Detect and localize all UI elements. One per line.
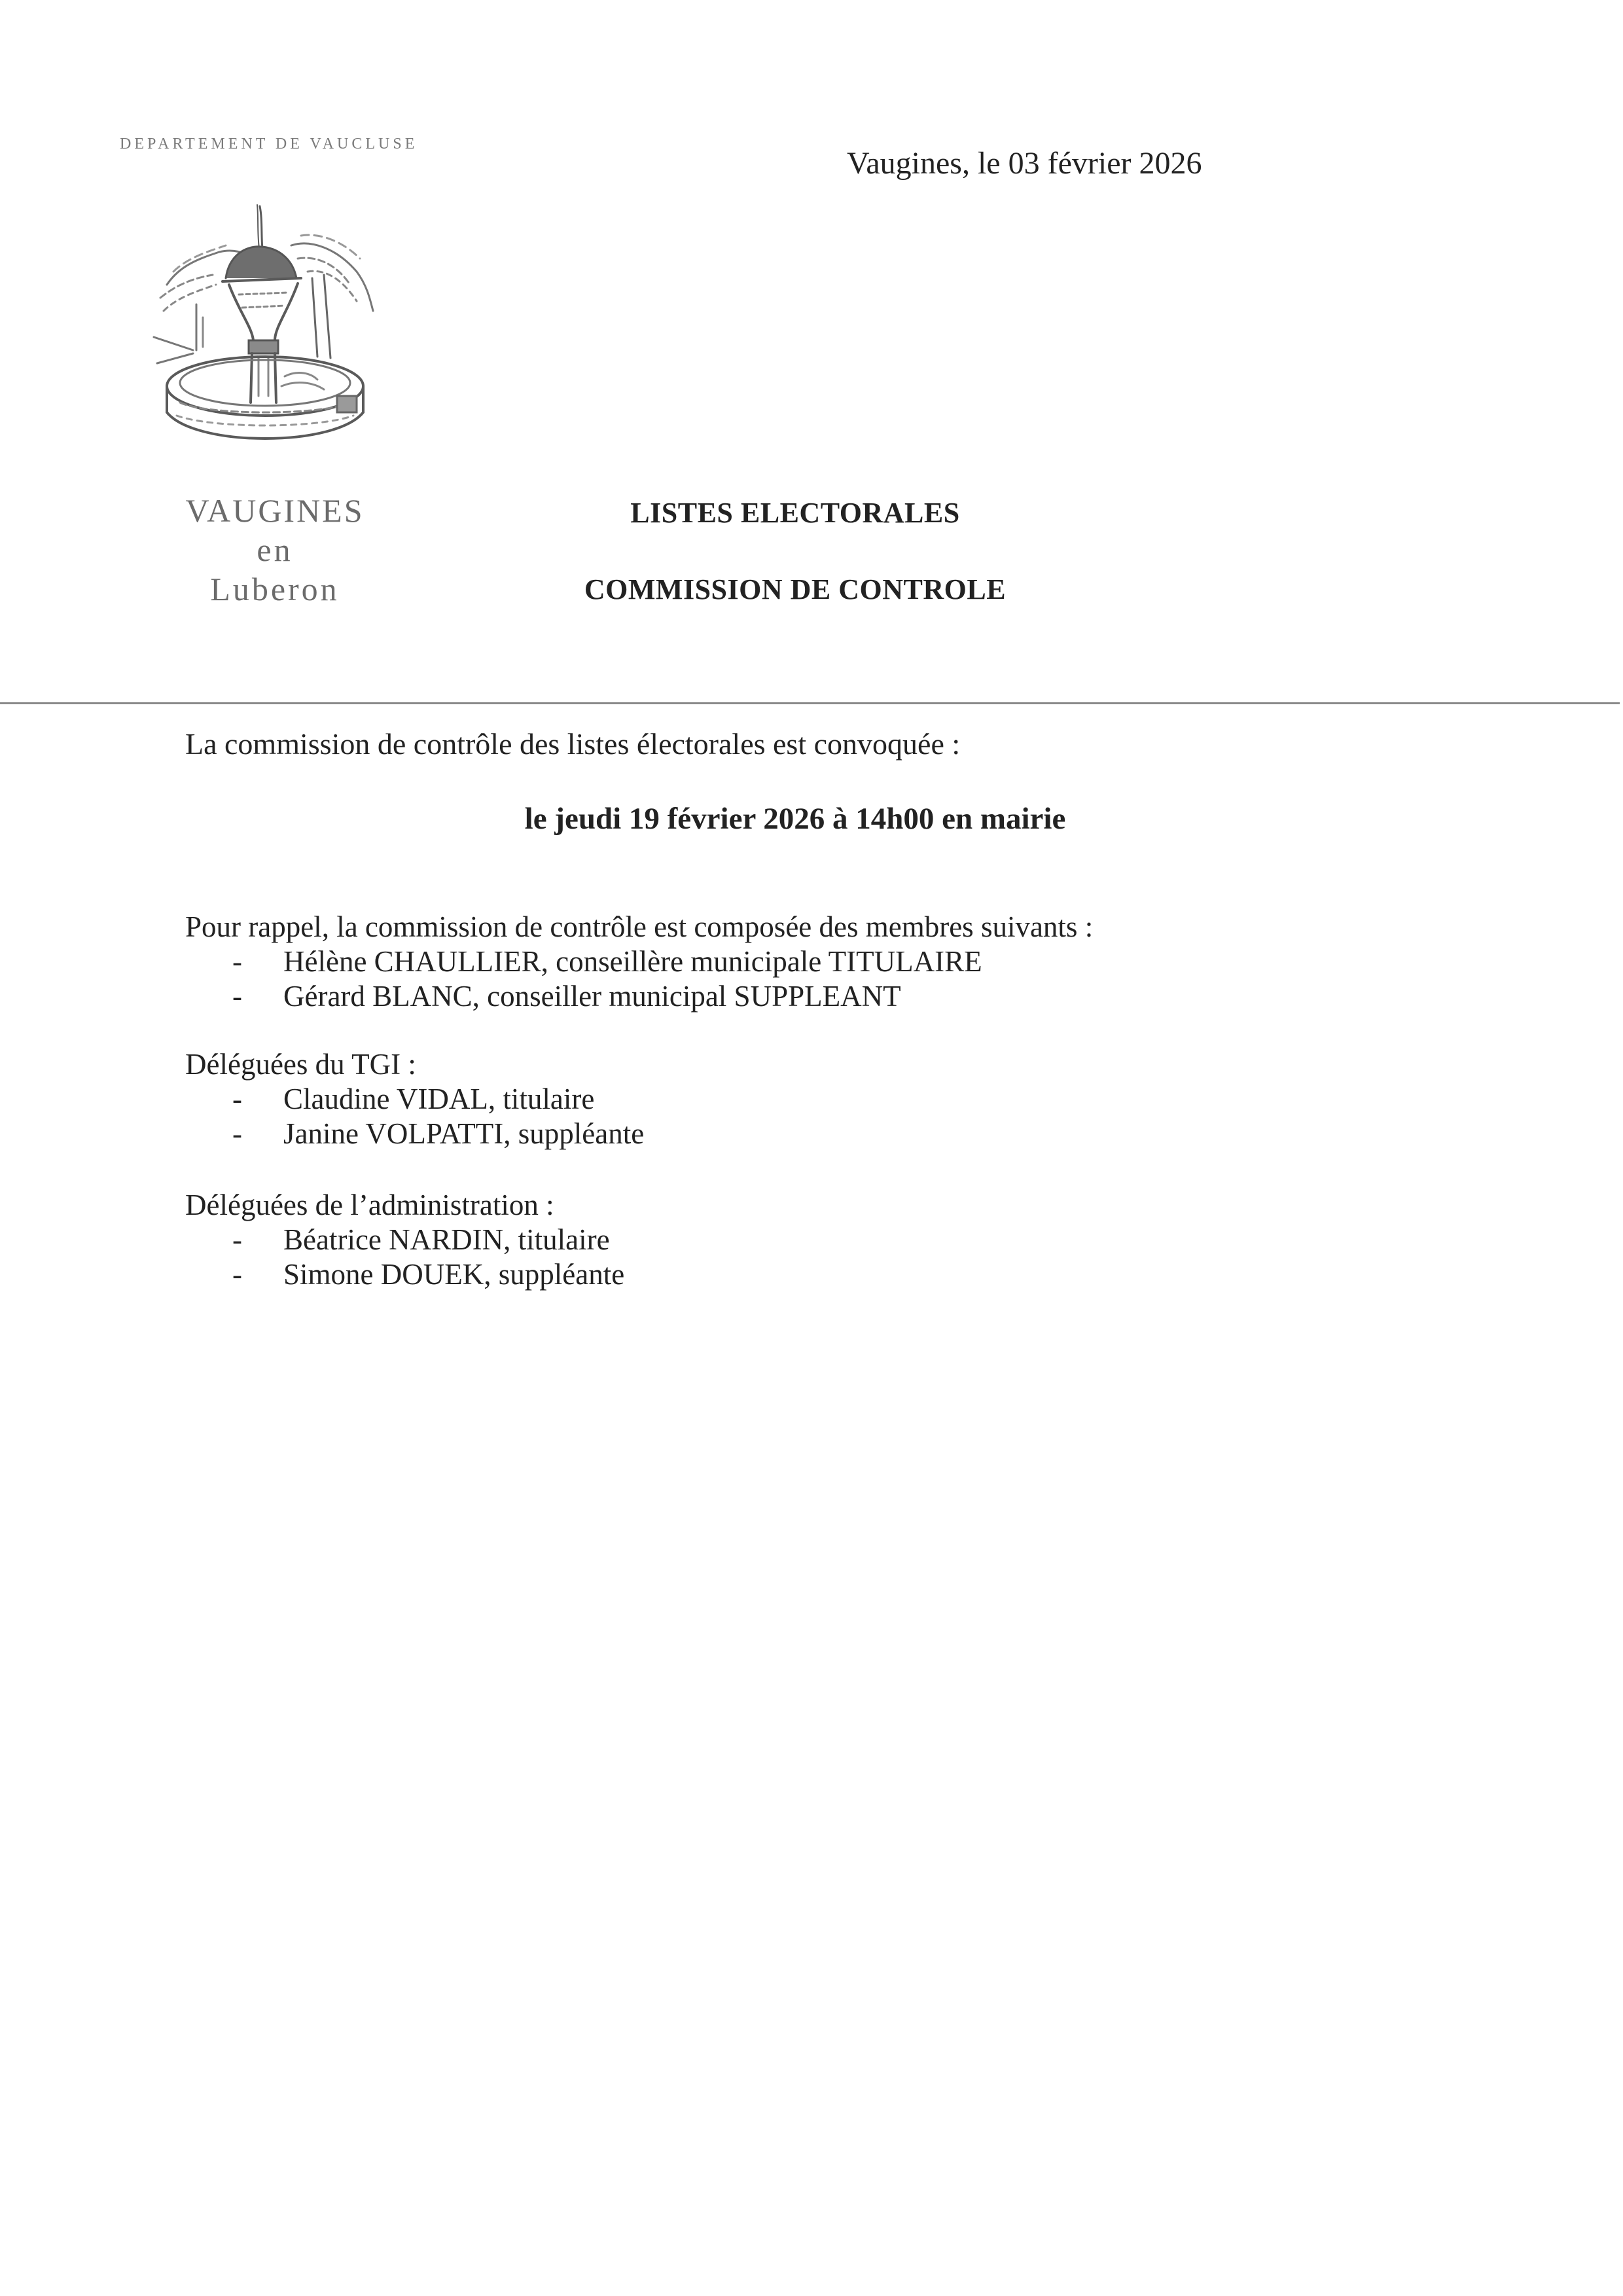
member-name: Béatrice NARDIN, titulaire [283, 1223, 610, 1256]
town-region: Luberon [210, 571, 340, 607]
list-dash: - [232, 1223, 242, 1256]
list-item [185, 1223, 624, 1257]
list-dash: - [232, 980, 242, 1013]
fountain-illustration-icon [141, 187, 386, 445]
member-list [185, 1082, 644, 1151]
member-list [185, 1223, 624, 1292]
administration-delegates-section [185, 1188, 624, 1292]
town-name-connector: en [257, 531, 293, 568]
town-name: VAUGINES [185, 492, 365, 529]
town-name-block [131, 491, 419, 609]
member-name: Gérard BLANC, conseiller municipal SUPPLEANT [283, 980, 901, 1013]
meeting-details: le jeudi 19 février 2026 à 14h00 en mairie [524, 802, 1066, 836]
member-name: Janine VOLPATTI, suppléante [283, 1117, 645, 1150]
list-item [185, 944, 1093, 979]
list-item [185, 979, 1093, 1014]
section-heading: Déléguées de l’administration : [185, 1189, 554, 1221]
place-date: Vaugines, le 03 février 2026 [847, 146, 1202, 181]
commission-members-section [185, 910, 1093, 1014]
list-item [185, 1257, 624, 1292]
convocation-intro: La commission de contrôle des listes électorales est convoquée : [185, 727, 961, 761]
document-subtitle: COMMISSION DE CONTROLE [584, 573, 1007, 605]
header-separator [0, 702, 1620, 704]
member-list [185, 944, 1093, 1014]
section-heading: Déléguées du TGI : [185, 1048, 416, 1081]
list-dash: - [232, 1083, 242, 1115]
list-dash: - [232, 1258, 242, 1291]
list-dash: - [232, 945, 242, 978]
list-item [185, 1117, 644, 1151]
member-name: Hélène CHAULLIER, conseillère municipale TITULAIRE [283, 945, 982, 978]
section-heading: Pour rappel, la commission de contrôle est composée des membres suivants : [185, 910, 1094, 943]
member-name: Simone DOUEK, suppléante [283, 1258, 625, 1291]
tgi-delegates-section [185, 1047, 644, 1151]
department-label: DEPARTEMENT DE VAUCLUSE [120, 135, 418, 152]
list-item [185, 1082, 644, 1117]
document-title: LISTES ELECTORALES [630, 497, 960, 529]
list-dash: - [232, 1117, 242, 1150]
member-name: Claudine VIDAL, titulaire [283, 1083, 595, 1115]
